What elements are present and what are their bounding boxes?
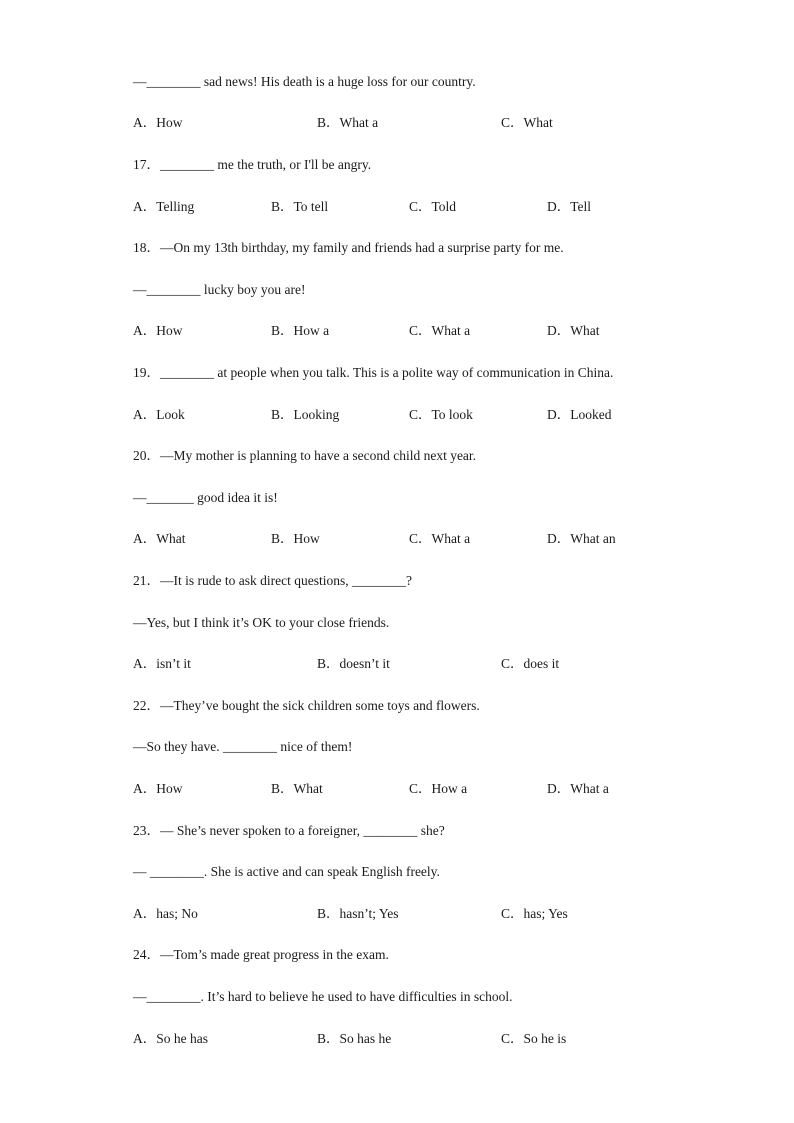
question-line: —________. It’s hard to believe he used to have difficulties in school.: [133, 989, 513, 1004]
option-c[interactable]: C．To look: [409, 407, 473, 422]
question-20: 20．—My mother is planning to have a second child next year.: [133, 448, 477, 463]
option-c[interactable]: C．What a: [409, 531, 471, 546]
option-b[interactable]: B．How a: [271, 323, 330, 338]
answer-options: [133, 407, 773, 423]
question-22: 22．—They’ve bought the sick children some toys and flowers.: [133, 698, 480, 713]
answer-options: [133, 115, 773, 131]
option-a[interactable]: A．How: [133, 323, 183, 338]
answer-options: [133, 199, 773, 215]
option-c[interactable]: C．What a: [409, 323, 471, 338]
option-c[interactable]: C．How a: [409, 781, 468, 796]
option-d[interactable]: D．What a: [547, 781, 609, 796]
option-a[interactable]: A．Look: [133, 407, 185, 422]
option-b[interactable]: B．How: [271, 531, 320, 546]
option-b[interactable]: B．What a: [317, 115, 379, 130]
option-a[interactable]: A．isn’t it: [133, 656, 191, 671]
option-b[interactable]: B．What: [271, 781, 323, 796]
option-b[interactable]: B．hasn’t; Yes: [317, 906, 399, 921]
option-c[interactable]: C．does it: [501, 656, 560, 671]
option-b[interactable]: B．To tell: [271, 199, 329, 214]
question-17: 17．________ me the truth, or I'll be angry.: [133, 157, 372, 172]
answer-options: [133, 531, 773, 547]
question-line: —________ lucky boy you are!: [133, 282, 306, 297]
question-21: 21．—It is rude to ask direct questions, ________?: [133, 573, 412, 588]
question-18: 18．—On my 13th birthday, my family and friends had a surprise party for me.: [133, 240, 564, 255]
question-line: —So they have. ________ nice of them!: [133, 739, 353, 754]
option-d[interactable]: D．Tell: [547, 199, 592, 214]
option-a[interactable]: A．has; No: [133, 906, 198, 921]
option-a[interactable]: A．How: [133, 115, 183, 130]
question-19: 19．________ at people when you talk. This is a polite way of communication in China.: [133, 365, 614, 380]
option-a[interactable]: A．Telling: [133, 199, 195, 214]
option-b[interactable]: B．So has he: [317, 1031, 392, 1046]
answer-options: [133, 656, 773, 672]
question-line: — ________. She is active and can speak English freely.: [133, 864, 440, 879]
question-24: 24．—Tom’s made great progress in the exam.: [133, 947, 389, 962]
question-line: —________ sad news! His death is a huge loss for our country.: [133, 74, 476, 89]
option-a[interactable]: A．How: [133, 781, 183, 796]
answer-options: [133, 906, 773, 922]
option-b[interactable]: B．doesn’t it: [317, 656, 390, 671]
option-c[interactable]: C．So he is: [501, 1031, 567, 1046]
option-c[interactable]: C．Told: [409, 199, 457, 214]
option-d[interactable]: D．What: [547, 323, 600, 338]
answer-options: [133, 1031, 773, 1047]
question-23: 23．— She’s never spoken to a foreigner, ________ she?: [133, 823, 445, 838]
option-c[interactable]: C．has; Yes: [501, 906, 568, 921]
option-c[interactable]: C．What: [501, 115, 553, 130]
option-d[interactable]: D．What an: [547, 531, 616, 546]
question-line: —Yes, but I think it’s OK to your close friends.: [133, 615, 390, 630]
answer-options: [133, 323, 773, 339]
option-a[interactable]: A．So he has: [133, 1031, 208, 1046]
option-d[interactable]: D．Looked: [547, 407, 612, 422]
question-line: —_______ good idea it is!: [133, 490, 278, 505]
option-b[interactable]: B．Looking: [271, 407, 340, 422]
option-a[interactable]: A．What: [133, 531, 186, 546]
answer-options: [133, 781, 773, 797]
